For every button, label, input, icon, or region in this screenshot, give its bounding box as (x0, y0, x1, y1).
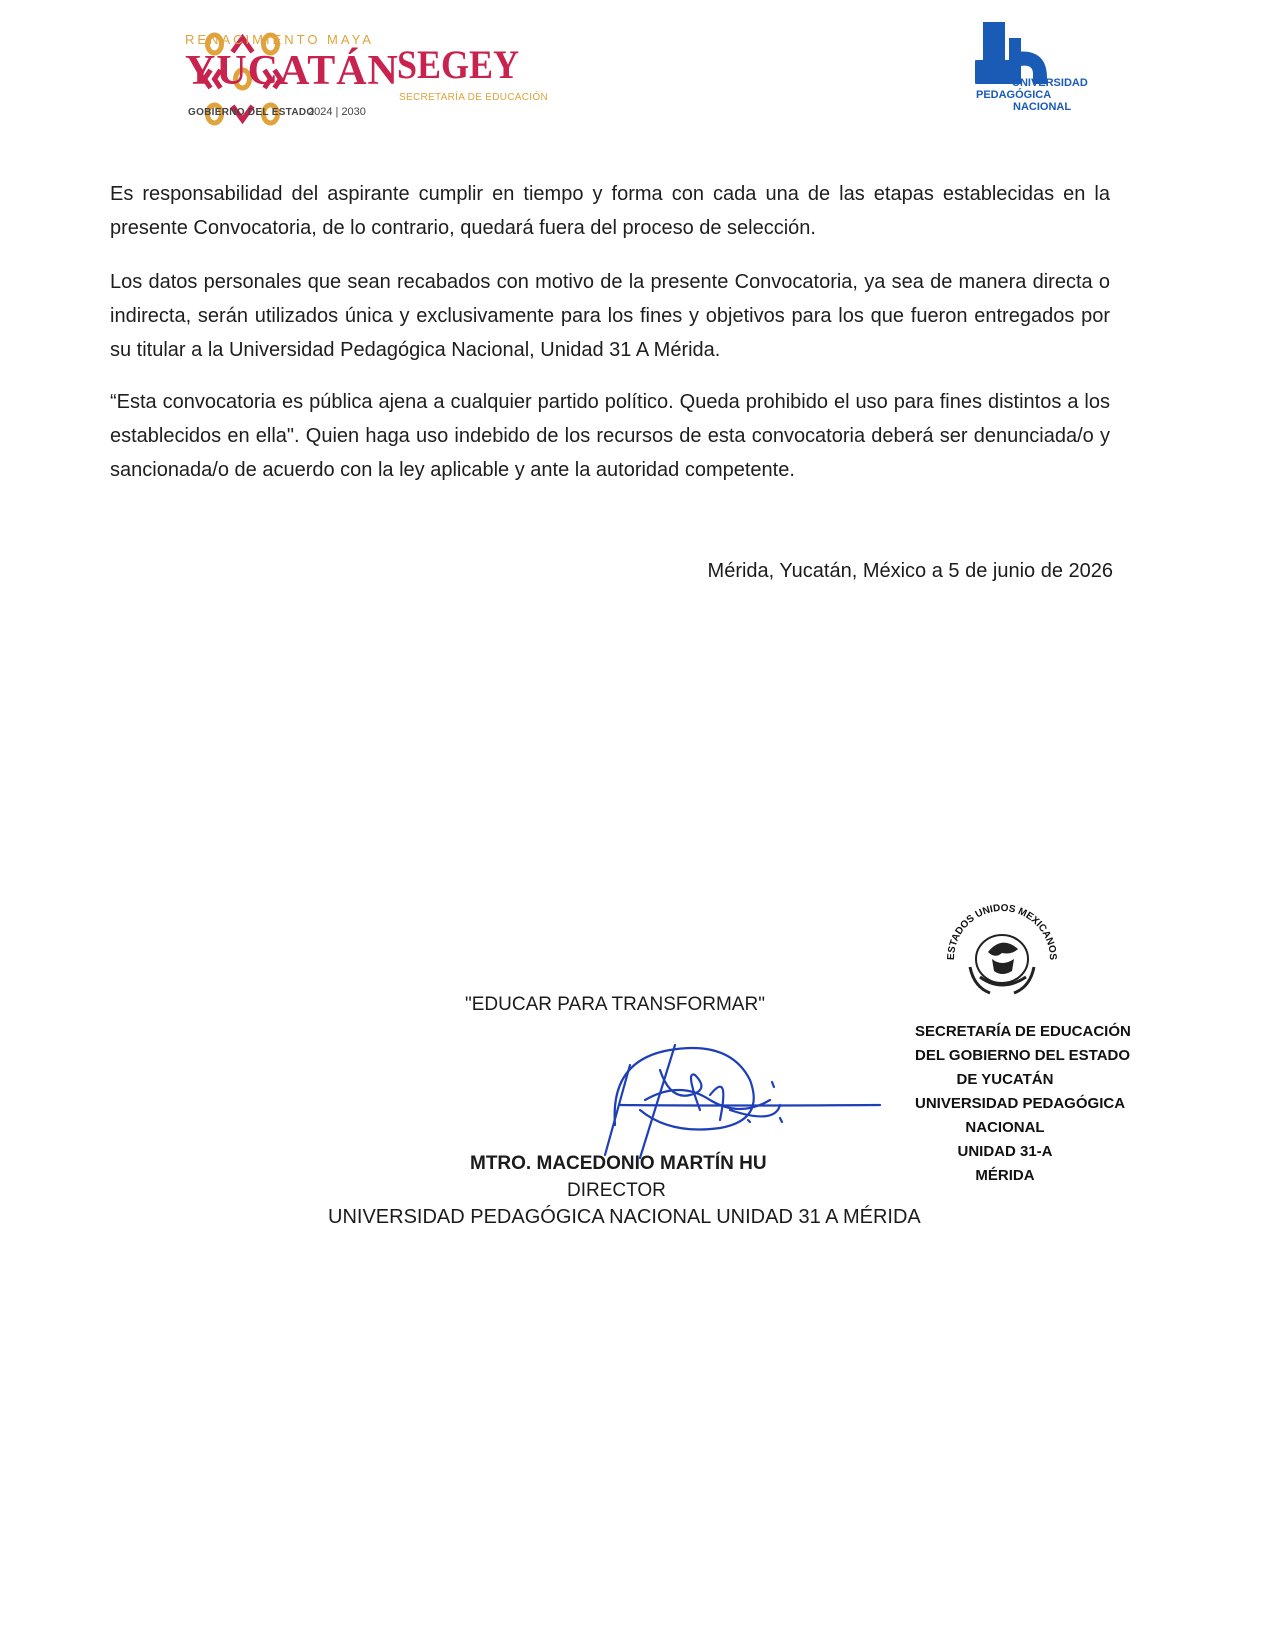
paragraph-responsibility: Es responsabilidad del aspirante cumplir en tiempo y forma con cada una de las etapas establecidas en la presente Convocatoria, de lo contrario, quedará fuera del proceso de selección. (110, 183, 1110, 239)
yucatan-tagline: RENACIMIENTO MAYA (185, 32, 374, 47)
upn-logo-line1: UNIVERSIDAD (1012, 77, 1088, 89)
segey-wordmark: SEGEY (397, 42, 520, 87)
yucatan-government-label: GOBIERNO DEL ESTADO (188, 107, 315, 118)
signatory-role: DIRECTOR (567, 1180, 666, 1201)
upn-logo-line3: NACIONAL (1013, 101, 1072, 113)
place-and-date: Mérida, Yucatán, México a 5 de junio de 2026 (707, 560, 1113, 582)
seal-line: NACIONAL (965, 1119, 1045, 1136)
yucatan-wordmark: YUCATÁN (185, 48, 399, 94)
seal-line: UNIDAD 31-A (957, 1143, 1053, 1160)
institutional-motto: "EDUCAR PARA TRANSFORMAR" (465, 994, 765, 1015)
seal-line: DE YUCATÁN (956, 1071, 1054, 1088)
paragraph-legal-notice: “Esta convocatoria es pública ajena a cualquier partido político. Queda prohibido el uso para fines distintos a los establecidos en ella". Quien haga uso indebido de los recursos de esta convocatoria deberá ser denunciada/o y sancionada/o de acuerdo con la ley aplicable y ante la autoridad competente. (110, 391, 1110, 481)
segey-subtitle: SECRETARÍA DE EDUCACIÓN (399, 92, 548, 103)
upn-logo-line2: PEDAGÓGICA (976, 89, 1052, 101)
seal-line: SECRETARÍA DE EDUCACIÓN (915, 1023, 1131, 1040)
paragraph-personal-data: Los datos personales que sean recabados con motivo de la presente Convocatoria, ya sea de manera directa o indirecta, serán utilizados única y exclusivamente para los fines y objetivos para los que fueron entregados por su titular a la Universidad Pedagógica Nacional, Unidad 31 A Mérida. (110, 271, 1110, 361)
seal-text-block (915, 1020, 1131, 1188)
signatory-institution: UNIVERSIDAD PEDAGÓGICA NACIONAL UNIDAD 31 A MÉRIDA (328, 1206, 921, 1228)
handwritten-signature-icon (600, 1040, 885, 1160)
signatory-name: MTRO. MACEDONIO MARTÍN HU (470, 1153, 767, 1174)
yucatan-years: 2024 | 2030 (308, 106, 366, 118)
official-seal-icon (940, 897, 1065, 1007)
seal-line: MÉRIDA (975, 1167, 1035, 1184)
seal-line: UNIVERSIDAD PEDAGÓGICA (915, 1095, 1126, 1112)
seal-line: DEL GOBIERNO DEL ESTADO (915, 1047, 1131, 1064)
seal-ring-text: ESTADOS UNIDOS MEXICANOS (945, 902, 1059, 961)
